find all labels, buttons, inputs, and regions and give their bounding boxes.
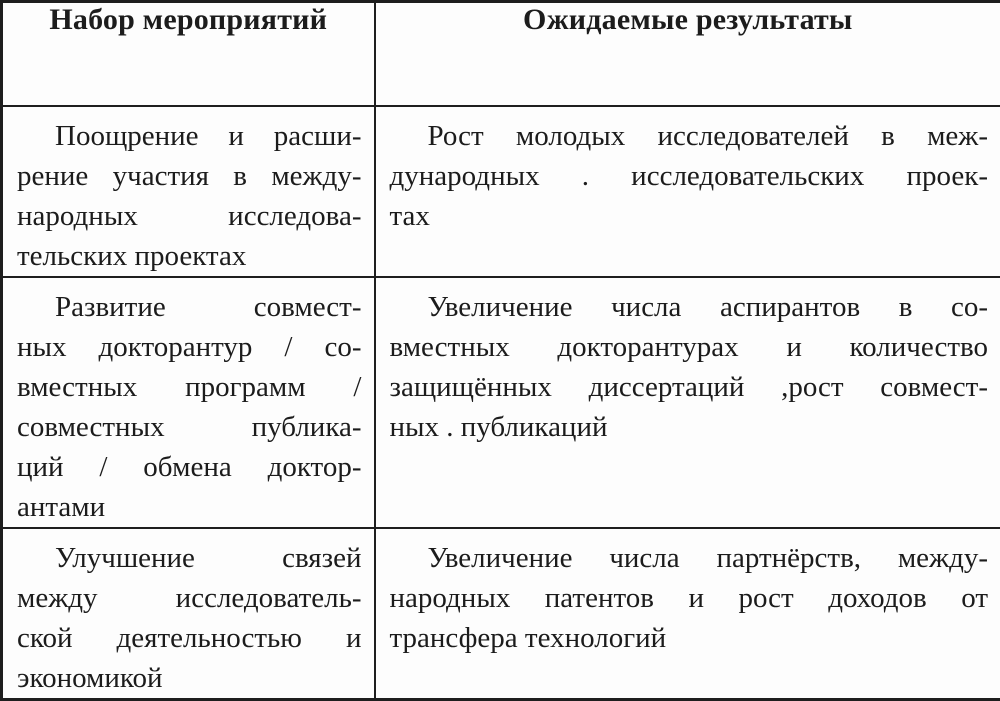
cell-text-line: совместных публика- (17, 407, 362, 447)
cell-text-line: ных докторантур / со- (17, 327, 362, 367)
cell-text-line: народных исследова- (17, 196, 362, 236)
activity-cell (2, 277, 375, 528)
cell-text-line: ций / обмена доктор- (17, 447, 362, 487)
table-row (2, 106, 1000, 277)
table-row (2, 528, 1000, 700)
activity-cell (2, 528, 375, 700)
cell-text-line: Увеличение числа аспирантов в со- (390, 287, 989, 327)
table-row (2, 277, 1000, 528)
cell-text-line: Увеличение числа партнёрств, между- (390, 538, 989, 578)
cell-text-line: дународных . исследовательских проек- (390, 156, 989, 196)
result-cell (375, 106, 1000, 277)
result-cell (375, 528, 1000, 700)
cell-text-line: между исследователь- (17, 578, 362, 618)
cell-text-line: ской деятельностью и (17, 618, 362, 658)
cell-text-line: трансфера технологий (390, 618, 989, 658)
cell-text-line: вместных докторантурах и количество (390, 327, 989, 367)
header-expected-results: Ожидаемые результаты (375, 2, 1000, 106)
cell-text-line: рение участия в между- (17, 156, 362, 196)
cell-text-line: тах (390, 196, 989, 236)
cell-text-line: тельских проектах (17, 236, 362, 276)
activity-cell (2, 106, 375, 277)
cell-text-line: ных . публикаций (390, 407, 989, 447)
cell-text-line: антами (17, 487, 362, 527)
cell-text-line: экономикой (17, 658, 362, 698)
cell-text-line: Поощрение и расши- (17, 116, 362, 156)
cell-text-line: Улучшение связей (17, 538, 362, 578)
result-cell (375, 277, 1000, 528)
table-header-row (2, 2, 1000, 106)
cell-text-line: защищённых диссертаций ,рост совмест- (390, 367, 989, 407)
cell-text-line: народных патентов и рост доходов от (390, 578, 989, 618)
cell-text-line: вместных программ / (17, 367, 362, 407)
cell-text-line: Рост молодых исследователей в меж- (390, 116, 989, 156)
cell-text-line: Развитие совмест- (17, 287, 362, 327)
header-activities: Набор мероприятий (2, 2, 375, 106)
